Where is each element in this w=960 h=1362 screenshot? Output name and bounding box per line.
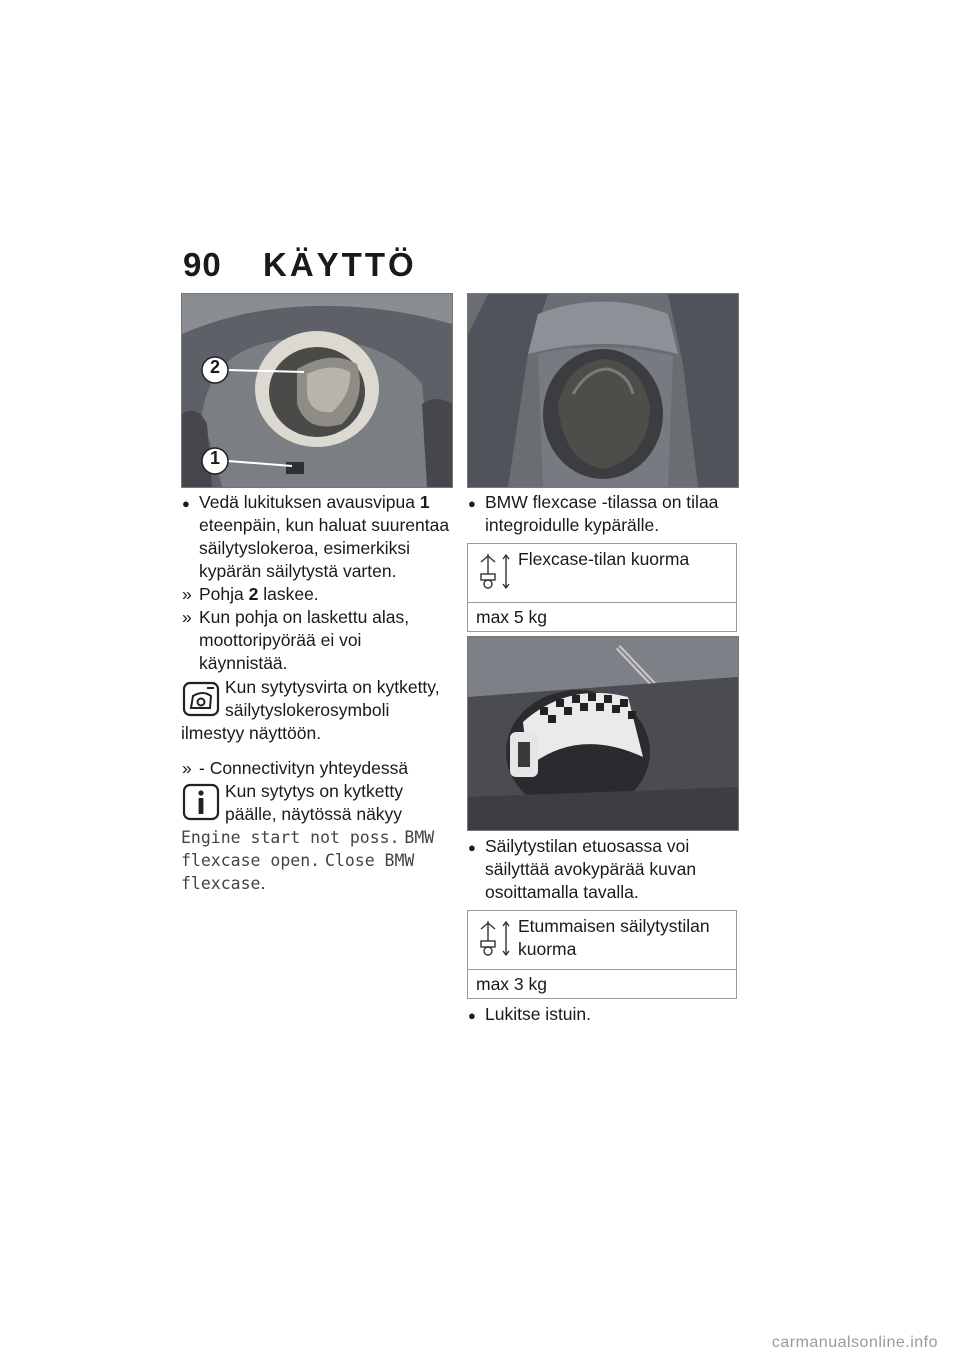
load-table-front-storage	[467, 910, 737, 999]
info-icon	[181, 782, 221, 822]
step-pull-release-lever: ● Vedä lukituksen avausvipua 1 eteenpäin, kun haluat suurentaa säilytyslokeroa, esimerkiksi kypärän säilytystä varten.	[182, 492, 450, 581]
display-symbol-note: Kun sytytysvirta on kytketty, säilytyslokerosymboli ilmestyy näyttöön.	[181, 677, 440, 743]
info-note: Kun sytytys on kytketty päälle, näytössä näkyy Engine start not poss. BMW flexcase open. Close BMW flexcase.	[181, 781, 435, 893]
load-weight-icon	[478, 552, 512, 590]
photo-flexcase-helmet	[467, 293, 739, 488]
result-marker: »	[182, 584, 192, 604]
callout-2: 2	[209, 357, 220, 377]
result-floor-lowers: » Pohja 2 laskee.	[182, 584, 319, 604]
step-front-storage-helmet: ● Säilytystilan etuosassa voi säilyttää avokypärää kuvan osoittamalla tavalla.	[468, 836, 697, 902]
bullet-marker: ●	[182, 496, 190, 511]
load-table-heading: Etummaisen säilytystilan kuorma	[518, 916, 710, 959]
right-column	[467, 491, 739, 636]
right-column-lower	[467, 835, 739, 1026]
display-symbol-icon	[181, 678, 221, 718]
load-weight-icon	[478, 919, 512, 957]
result-marker: »	[182, 758, 192, 778]
load-table-heading: Flexcase-tilan kuorma	[518, 549, 690, 569]
bullet-marker: ●	[468, 840, 476, 855]
callout-1: 1	[209, 448, 220, 468]
connectivity-condition: » - Connectivityn yhteydessä	[182, 758, 409, 778]
result-marker: »	[182, 607, 192, 627]
display-message-code: Engine start not poss.	[181, 828, 400, 847]
load-table-value: max 5 kg	[476, 607, 547, 627]
display-message-code: BMW flexcase open.	[181, 828, 435, 870]
photo-front-storage-open-helmet	[467, 636, 739, 831]
result-cannot-start: » Kun pohja on laskettu alas, moottoripyörää ei voi käynnistää.	[182, 607, 410, 673]
display-message-code: Close BMW flexcase	[181, 851, 415, 893]
bullet-marker: ●	[468, 496, 476, 511]
step-flexcase-helmet: ● BMW flexcase -tilassa on tilaa integroidulle kypärälle.	[468, 492, 719, 535]
left-column	[181, 491, 453, 895]
load-table-value: max 3 kg	[476, 974, 547, 994]
photo-storage-release-lever	[181, 293, 453, 488]
page-number: 90	[183, 246, 222, 283]
watermark: carmanualsonline.info	[771, 1334, 938, 1351]
section-title: KÄYTTÖ	[263, 246, 417, 283]
bullet-marker: ●	[468, 1008, 476, 1023]
load-table-flexcase	[467, 543, 737, 632]
step-lock-seat: ● Lukitse istuin.	[467, 1003, 739, 1026]
